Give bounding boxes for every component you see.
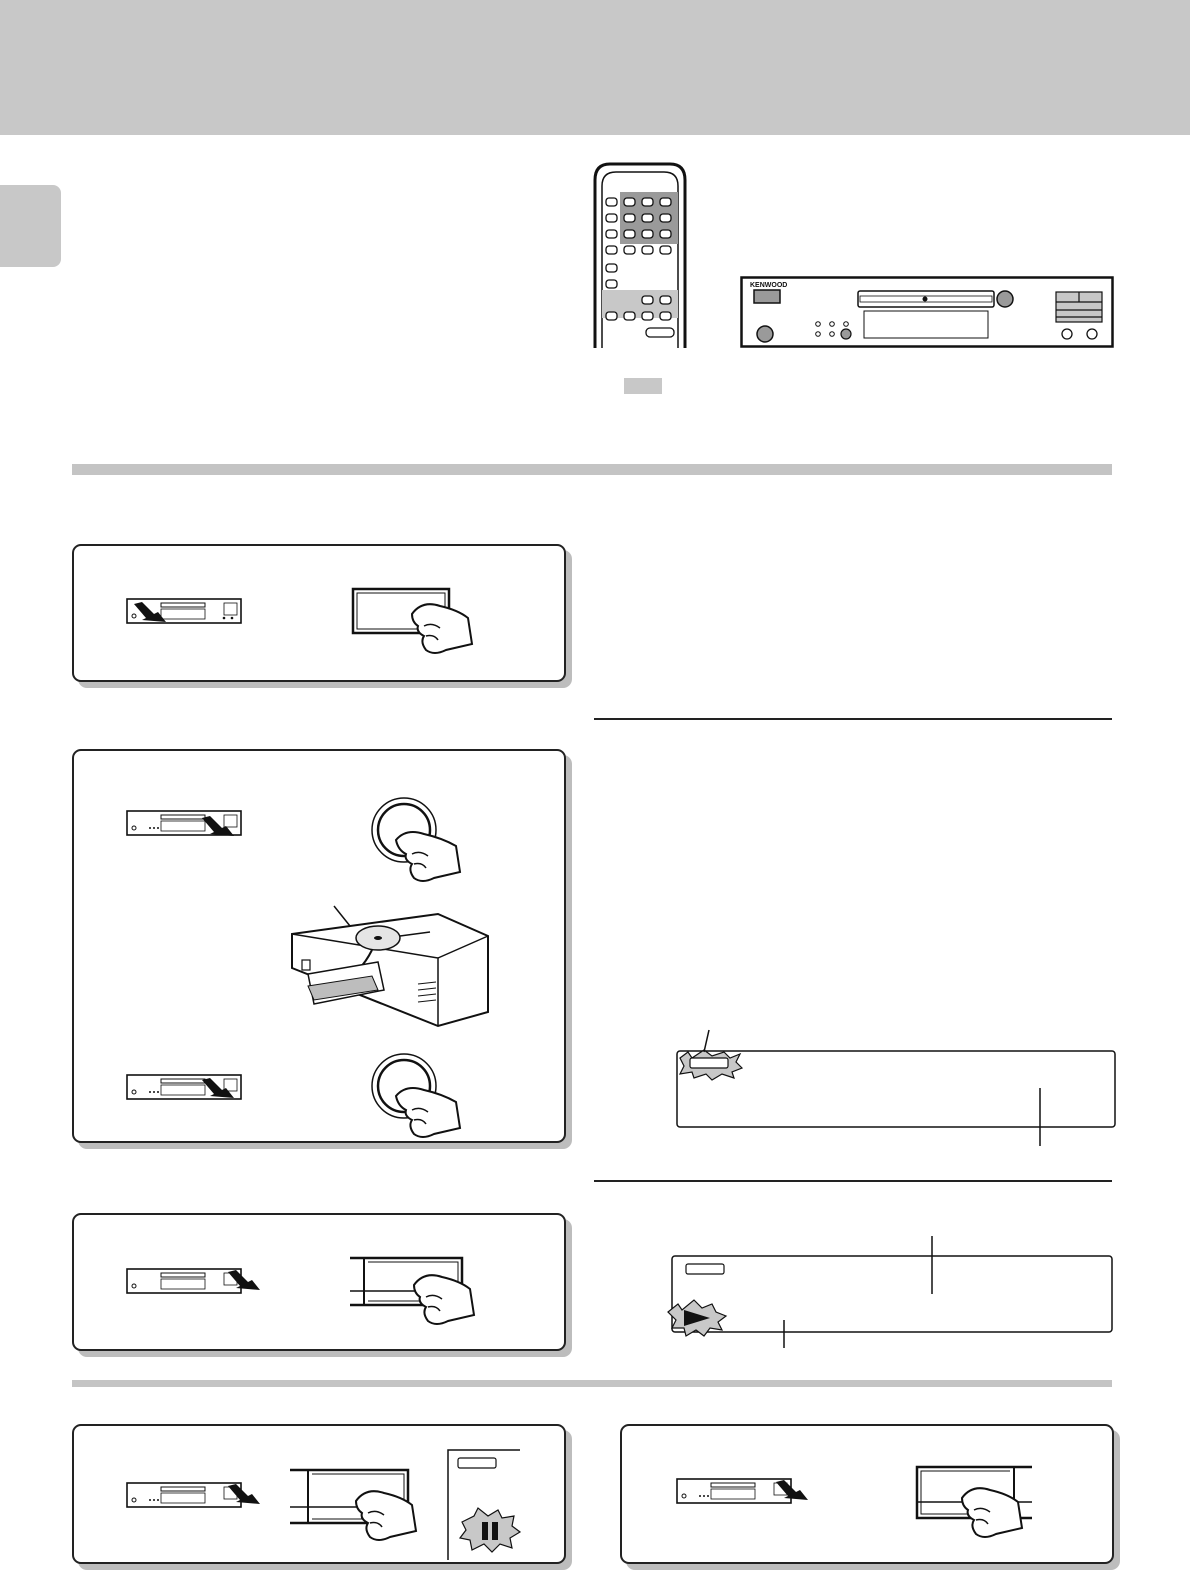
press-arrow-icon	[200, 814, 236, 838]
open-close-button-closeup	[370, 796, 490, 886]
highlight-legend-swatch	[624, 378, 662, 394]
pointing-hand-icon	[412, 604, 472, 653]
press-arrow-icon	[200, 1076, 236, 1100]
divider-right-2	[594, 1180, 1112, 1182]
mini-deck-play	[126, 1268, 242, 1294]
pointing-hand-icon	[396, 1088, 460, 1137]
display-panel-loading	[660, 1030, 1120, 1146]
display-panel-paused	[444, 1446, 524, 1562]
play-button-closeup	[350, 1255, 480, 1335]
pointing-hand-icon	[414, 1275, 474, 1324]
display-panel-playing	[660, 1236, 1116, 1350]
section-rule-top	[72, 464, 1112, 475]
remote-control-illustration	[590, 160, 690, 350]
press-arrow-icon	[226, 1268, 262, 1292]
cd-player-front-panel	[740, 276, 1114, 348]
pause-bars-icon	[482, 1522, 488, 1540]
press-arrow-icon	[774, 1478, 810, 1502]
stop-button-closeup	[914, 1464, 1044, 1554]
play-pause-button-closeup	[290, 1467, 440, 1557]
brand-logo: KENWOOD	[750, 282, 788, 289]
mini-deck-pause	[126, 1482, 242, 1508]
open-close-button-closeup-2	[370, 1052, 490, 1142]
divider-right-1	[594, 718, 1112, 720]
section-rule-bottom	[72, 1380, 1112, 1387]
press-arrow-icon	[226, 1482, 262, 1506]
press-arrow-icon	[132, 600, 168, 624]
power-button-closeup	[350, 586, 480, 666]
pointing-hand-icon	[396, 832, 460, 881]
chapter-side-tab	[0, 185, 61, 267]
page-header-band	[0, 0, 1190, 135]
disc-loading-illustration	[288, 908, 494, 1026]
